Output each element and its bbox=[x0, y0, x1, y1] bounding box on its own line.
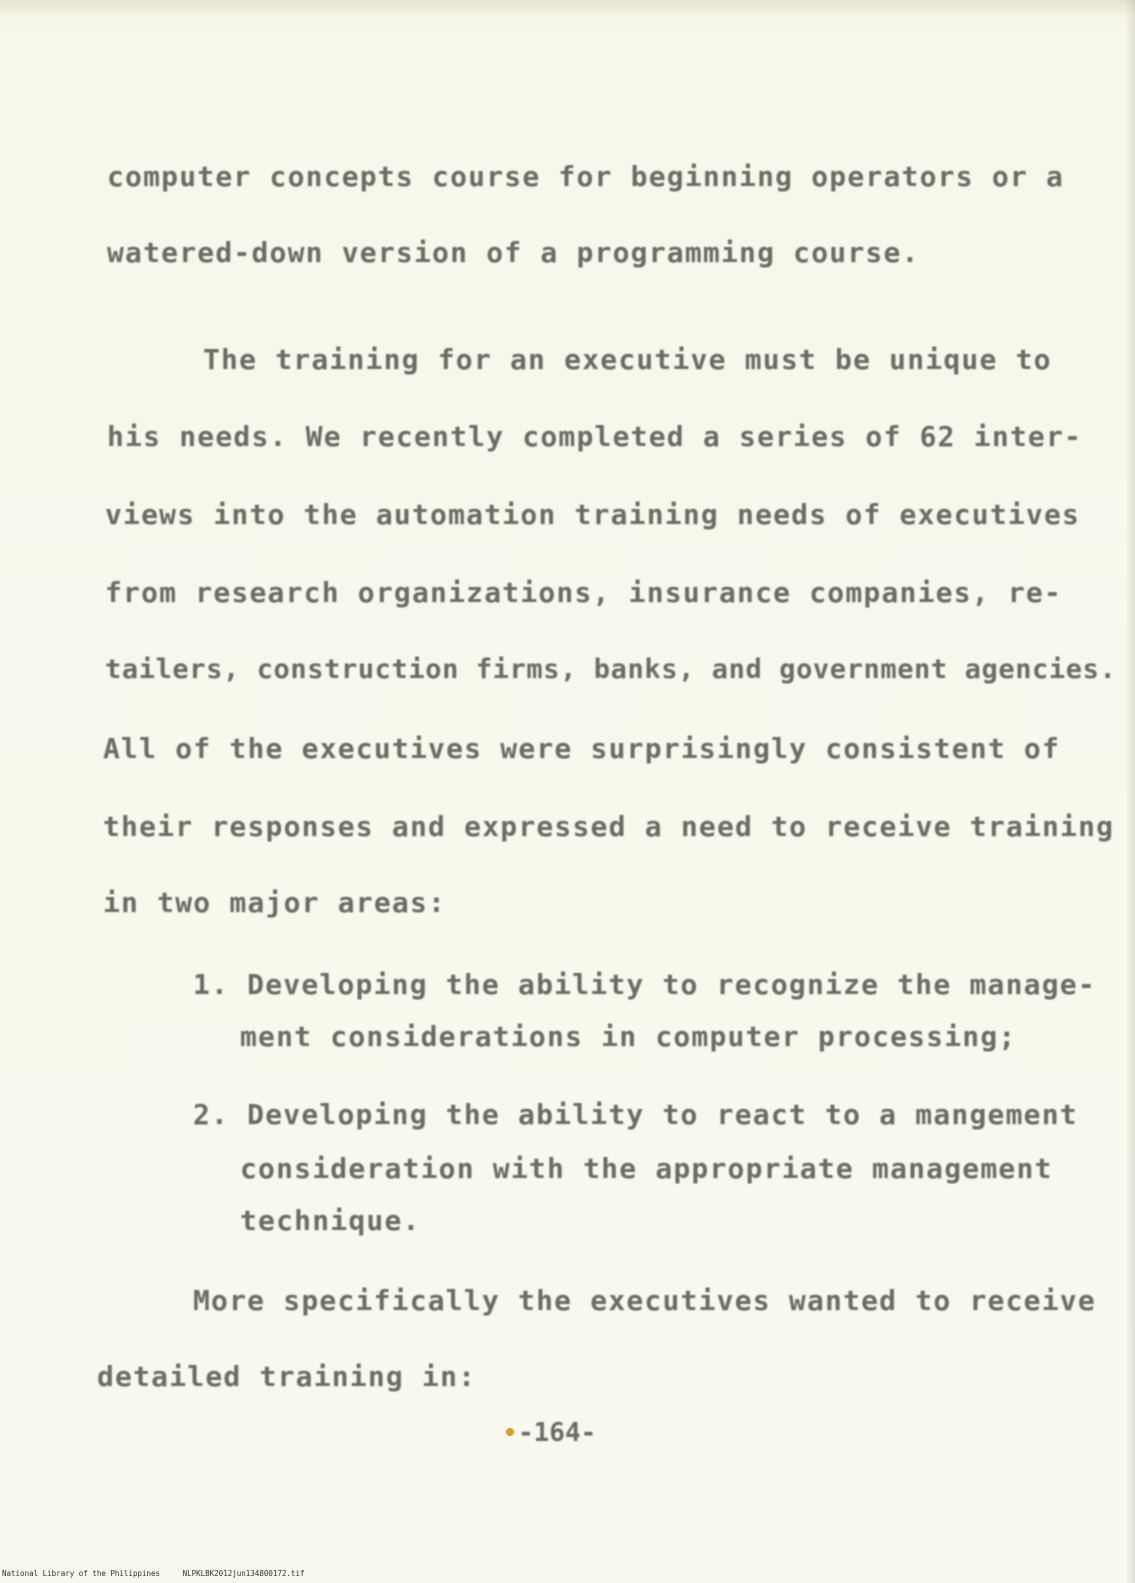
list-item-2-line-2: consideration with the appropriate management bbox=[240, 1152, 1053, 1185]
text-line-17: detailed training in: bbox=[97, 1360, 477, 1393]
text-line-9: their responses and expressed a need to receive training bbox=[103, 810, 1115, 843]
list-item-2-line-3: technique. bbox=[240, 1204, 421, 1237]
list-item-2-line-1: 2. Developing the ability to react to a mangement bbox=[193, 1098, 1078, 1131]
text-line-10: in two major areas: bbox=[103, 886, 447, 919]
text-line-1: computer concepts course for beginning operators or a bbox=[107, 160, 1065, 193]
text-line-8: All of the executives were surprisingly consistent of bbox=[103, 732, 1061, 765]
text-line-6: from research organizations, insurance companies, re- bbox=[105, 576, 1063, 609]
text-line-3: The training for an executive must be unique to bbox=[203, 343, 1052, 376]
page-right-edge bbox=[1125, 0, 1135, 1583]
page-number: -164- bbox=[518, 1418, 597, 1448]
footer-library: National Library of the Philippines bbox=[2, 1569, 161, 1578]
scan-footer bbox=[2, 1569, 322, 1578]
text-line-7: tailers, construction firms, banks, and government agencies. bbox=[105, 654, 1117, 685]
ink-spot bbox=[506, 1428, 514, 1436]
footer-filename: NLPKLBK2012jun134800172.tif bbox=[182, 1569, 305, 1578]
text-line-16: More specifically the executives wanted to receive bbox=[193, 1284, 1096, 1317]
list-item-1-line-2: ment considerations in computer processing; bbox=[240, 1020, 1017, 1053]
page-top-edge bbox=[0, 0, 1135, 14]
text-line-4: his needs. We recently completed a series of 62 inter- bbox=[107, 420, 1083, 453]
text-line-2: watered-down version of a programming course. bbox=[107, 236, 920, 269]
list-item-1-line-1: 1. Developing the ability to recognize the manage- bbox=[193, 968, 1096, 1001]
text-line-5: views into the automation training needs of executives bbox=[105, 498, 1081, 531]
